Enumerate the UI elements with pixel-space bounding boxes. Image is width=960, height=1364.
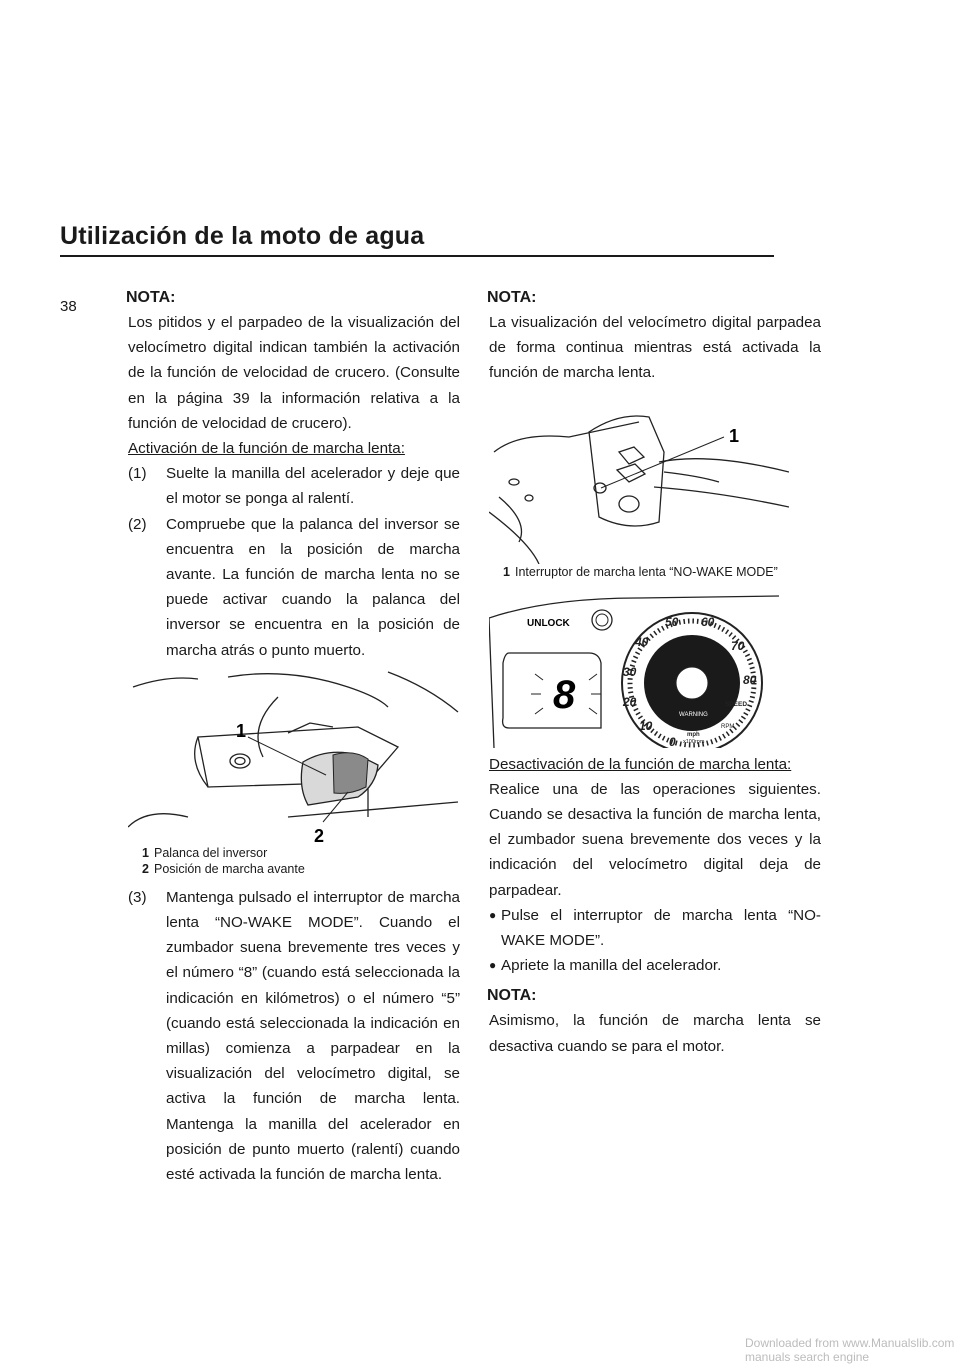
fig1-legend: [142, 845, 460, 877]
callout-2: 2: [314, 825, 325, 845]
speed-label-50: 50: [665, 614, 679, 629]
shift-lever-illustration: [128, 667, 460, 845]
mph-label: mph: [687, 731, 700, 738]
legend-item: 1 Palanca del inversor: [142, 845, 268, 860]
nota-label: NOTA:: [126, 289, 176, 306]
speedometer-drawing: [489, 588, 779, 748]
speed-label-70: 70: [731, 638, 745, 653]
speed-label-40: 40: [635, 634, 649, 649]
step-text: Suelte la manilla del acelerador y deje que el motor se ponga al ralentí.: [166, 465, 460, 508]
deactivation-text: Realice una de las operaciones siguientes. Cuando se desactiva la función de marcha lenta, el zumbador suena brevemente dos veces y la indicación del velocímetro digital deja de parpadear.: [489, 780, 821, 899]
step-text: Mantenga pulsado el interruptor de marcha lenta “NO-WAKE MODE”. Cuando el zumbador suena brevemente tres veces y el número “8” (cuando está seleccionada la indicación en kilómetros) o el número “5” (cuando está seleccionada la indicación en millas) comienza a parpadear en la visualización del velocímetro digital, se activa la función de marcha lenta. Mantenga la manilla del acelerador en posición de punto muerto (ralentí) cuando esté activada la función de marcha lenta.: [166, 888, 460, 1184]
callout-1: 1: [236, 720, 247, 741]
nota-text: La visualización del velocímetro digital parpadea de forma continua mientras está activada la función de marcha lenta.: [489, 314, 821, 382]
legend-item: 1 Interruptor de marcha lenta “NO-WAKE MODE”: [503, 564, 778, 579]
nota-label: NOTA:: [487, 987, 537, 1005]
nota-label: NOTA:: [487, 289, 537, 306]
step-1: [128, 461, 460, 511]
digital-speed-digit: 8: [553, 672, 576, 717]
speedometer-illustration: [489, 588, 821, 748]
legend-item: 2 Posición de marcha avante: [142, 861, 305, 876]
speed-label-80: 80: [743, 672, 757, 687]
step-text: Compruebe que la palanca del inversor se encuentra en la posición de marcha avante. La función de marcha lenta no se puede activar cuando la palanca del inversor se encuentra en la posición de marcha atrás o punto muerto.: [166, 515, 460, 659]
right-column: [489, 286, 821, 1059]
handlebar-switch-drawing: [489, 392, 789, 564]
footer-watermark-link[interactable]: Downloaded from www.Manualslib.com manuals search engine: [745, 1336, 955, 1364]
step-number: (2): [128, 515, 147, 533]
step-number: (1): [128, 465, 147, 483]
speed-label-10: 10: [639, 718, 653, 733]
callout-1: 1: [729, 425, 740, 446]
rpm-label: RPM: [721, 723, 735, 730]
deactivation-heading: Desactivación de la función de marcha lenta:: [489, 755, 792, 773]
speed-label-60: 60: [701, 614, 715, 629]
speed-label: SPEED: [725, 700, 748, 708]
left-column: [128, 286, 460, 1187]
step-number: (3): [128, 888, 147, 906]
nota-text: Los pitidos y el parpadeo de la visualización del velocímetro digital indican también la activación de la función de velocidad de crucero. (Consulte en la página 39 la información relativa a la función de velocidad de crucero).: [128, 314, 460, 432]
step-3: [128, 885, 460, 1187]
bullet-item: ● Pulse el interruptor de marcha lenta “NO-WAKE MODE”.: [489, 906, 821, 950]
shift-lever-drawing: [128, 667, 460, 845]
warning-label: WARNING: [679, 711, 708, 718]
fig2-legend: [503, 564, 821, 580]
speed-label-0: 0: [669, 734, 676, 748]
bullet-item: ● Apriete la manilla del acelerador.: [489, 957, 722, 975]
unlock-label: UNLOCK: [527, 617, 570, 629]
no-wake-switch-illustration: [489, 392, 821, 564]
speed-label-20: 20: [623, 694, 637, 709]
step-2: [128, 512, 460, 663]
page-title: Utilización de la moto de agua: [60, 222, 774, 257]
x100rpm-label: x100rpm: [683, 738, 705, 745]
speed-label-30: 30: [623, 664, 637, 679]
page-number: 38: [60, 298, 77, 315]
nota-text: Asimismo, la función de marcha lenta se desactiva cuando se para el motor.: [489, 1012, 821, 1055]
activation-heading: Activación de la función de marcha lenta:: [128, 440, 405, 458]
